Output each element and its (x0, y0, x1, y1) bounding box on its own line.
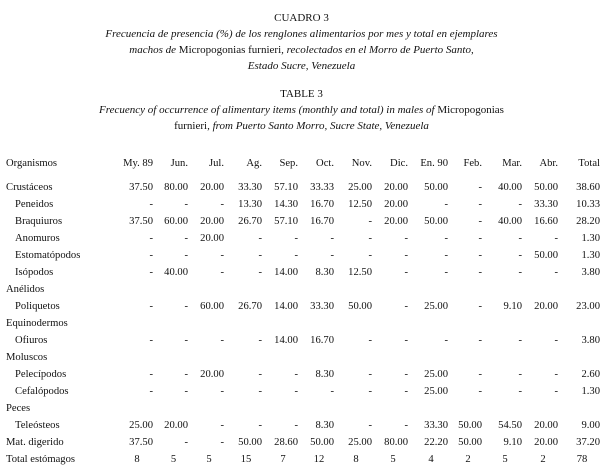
table-cell: - (554, 233, 558, 244)
table-cell: 57.10 (274, 216, 298, 227)
table-cell (525, 400, 561, 417)
table-cell: 20.00 (534, 437, 558, 448)
table-cell: - (258, 233, 262, 244)
table-cell (265, 315, 301, 332)
caption-en-line-1: Frecuency of occurrence of alimentary items (monthly and total) in males of Micropogonias (99, 104, 504, 116)
table-cell (485, 349, 525, 366)
table-cell (301, 400, 337, 417)
table-cell (561, 400, 603, 417)
table-cell: - (330, 386, 334, 397)
table-cell (118, 400, 156, 417)
table-cell: - (220, 437, 224, 448)
table-cell: 4 (428, 454, 434, 465)
table-cell: 10.33 (576, 199, 600, 210)
table-cell: - (258, 369, 262, 380)
table-cell (118, 315, 156, 332)
table-header-row (6, 155, 603, 179)
table-cell: - (518, 335, 522, 346)
table-cell (485, 315, 525, 332)
table-cell (265, 400, 301, 417)
table-cell: 1.30 (581, 233, 600, 244)
table-cell (375, 349, 411, 366)
table-cell: - (478, 250, 482, 261)
table-cell: 2 (540, 454, 546, 465)
table-cell: - (518, 369, 522, 380)
caption-en-line-2: furnieri, from Puerto Santo Morro, Sucre State, Venezuela (174, 120, 429, 132)
table-cell (485, 400, 525, 417)
table-cell: - (258, 335, 262, 346)
table-row (6, 281, 603, 298)
table-cell: 25.00 (424, 301, 448, 312)
table-cell: 80.00 (164, 182, 188, 193)
table-cell: - (444, 233, 448, 244)
table-cell: - (149, 335, 153, 346)
row-label-group: Moluscos (6, 352, 48, 363)
table-cell: 33.30 (534, 199, 558, 210)
table-cell: 8.30 (315, 267, 334, 278)
table-cell: 3.80 (581, 267, 600, 278)
table-cell (451, 349, 485, 366)
table-cell: 54.50 (498, 420, 522, 431)
table-cell: - (368, 369, 372, 380)
column-header-organismos: Organismos (6, 158, 58, 169)
table-row (6, 383, 603, 400)
table-cell (411, 315, 451, 332)
table-row (6, 213, 603, 230)
table-cell: 33.30 (424, 420, 448, 431)
table-cell: - (184, 199, 188, 210)
table-cell: 60.00 (200, 301, 224, 312)
table-cell: - (404, 233, 408, 244)
table-cell: - (330, 233, 334, 244)
table-cell: 25.00 (424, 386, 448, 397)
table-cell: - (220, 267, 224, 278)
table-row (6, 264, 603, 281)
table-cell: - (554, 267, 558, 278)
table-cell: 9.00 (581, 420, 600, 431)
table-cell: 33.30 (238, 182, 262, 193)
table-cell (375, 315, 411, 332)
table-cell: - (518, 233, 522, 244)
table-cell: - (149, 199, 153, 210)
table-cell: 37.50 (129, 216, 153, 227)
table-cell: - (368, 216, 372, 227)
table-cell: 7 (280, 454, 286, 465)
table-cell: 14.00 (274, 267, 298, 278)
table-cell: 20.00 (534, 301, 558, 312)
table-cell: 5 (170, 454, 177, 465)
table-cell: 50.00 (424, 182, 448, 193)
table-cell: - (518, 386, 522, 397)
table-cell: 50.00 (458, 420, 482, 431)
table-cell: - (258, 420, 262, 431)
table-cell (301, 315, 337, 332)
table-cell: - (404, 301, 408, 312)
column-header: Oct. (316, 158, 334, 169)
table-cell: - (220, 250, 224, 261)
table-cell: 5 (390, 454, 396, 465)
column-header: Abr. (539, 158, 558, 169)
table-cell: - (184, 437, 188, 448)
table-cell: - (294, 369, 298, 380)
table-cell: 20.00 (200, 369, 224, 380)
table-cell: 20.00 (384, 216, 408, 227)
table-cell: 50.00 (348, 301, 372, 312)
table-cell: 40.00 (164, 267, 188, 278)
table-cell (191, 281, 227, 298)
table-cell: - (478, 216, 482, 227)
table-cell: - (294, 386, 298, 397)
table-cell: - (404, 267, 408, 278)
table-cell: 16.60 (534, 216, 558, 227)
table-row (6, 298, 603, 315)
table-cell: - (184, 369, 188, 380)
row-label-subitem: Ofiuros (15, 335, 48, 346)
table-cell: - (184, 250, 188, 261)
table-cell: - (368, 335, 372, 346)
row-label-subitem: Teleósteos (15, 420, 60, 431)
table-cell: 12.50 (348, 199, 372, 210)
table-cell: 16.70 (310, 199, 334, 210)
table-cell: 28.20 (576, 216, 600, 227)
table-cell (118, 281, 156, 298)
table-row (6, 451, 603, 468)
caption-es-line-3: Estado Sucre, Venezuela (247, 60, 356, 72)
table-cell: - (184, 335, 188, 346)
table-cell: 8.30 (315, 369, 334, 380)
table-cell: - (220, 420, 224, 431)
table-cell: 26.70 (238, 216, 262, 227)
table-cell: - (444, 199, 448, 210)
table-cell: - (149, 301, 153, 312)
table-row (6, 349, 603, 366)
table-cell: - (368, 420, 372, 431)
table-cell: 26.70 (238, 301, 262, 312)
table-cell (451, 315, 485, 332)
table-cell: 57.10 (274, 182, 298, 193)
table-cell: - (149, 250, 153, 261)
table-cell: 14.00 (274, 335, 298, 346)
table-cell: - (258, 250, 262, 261)
table-cell: 20.00 (200, 233, 224, 244)
table-cell (191, 400, 227, 417)
table-cell (375, 281, 411, 298)
table-cell (451, 400, 485, 417)
table-cell: - (478, 301, 482, 312)
table-cell: 22.20 (424, 437, 448, 448)
table-cell (485, 281, 525, 298)
table-cell (191, 315, 227, 332)
table-cell: 15 (240, 454, 252, 465)
table-cell (227, 400, 265, 417)
table-cell: - (149, 233, 153, 244)
table-cell (561, 315, 603, 332)
table-cell: - (518, 199, 522, 210)
table-cell (301, 349, 337, 366)
row-label-subitem: Braquiuros (15, 216, 63, 227)
table-cell: 28.60 (274, 437, 298, 448)
table-cell: - (149, 369, 153, 380)
table-cell (156, 349, 191, 366)
column-header: Sep. (279, 158, 298, 169)
caption-en-title: TABLE 3 (280, 88, 323, 100)
table-cell: 50.00 (238, 437, 262, 448)
food-frequency-table (6, 155, 603, 468)
table-cell (525, 315, 561, 332)
table-cell: 13.30 (238, 199, 262, 210)
caption-es-line-2: machos de Micropogonias furnieri, recolectados en el Morro de Puerto Santo, (129, 44, 474, 56)
table-cell: 14.00 (274, 301, 298, 312)
table-cell: 5 (502, 454, 508, 465)
table-cell: 12.50 (348, 267, 372, 278)
table-cell (118, 349, 156, 366)
row-label-subitem: Peneidos (15, 199, 54, 210)
table-cell: 50.00 (534, 182, 558, 193)
table-cell (337, 281, 375, 298)
caption-es-line-1: Frecuencia de presencia (%) de los renglones alimentarios por mes y total en ejemplares (105, 28, 498, 40)
table-cell: - (478, 369, 482, 380)
table-cell: 33.30 (310, 301, 334, 312)
row-label-subitem: Poliquetos (15, 301, 60, 312)
table-cell (301, 281, 337, 298)
row-label-group: Peces (6, 403, 31, 414)
table-cell: 12 (313, 454, 325, 465)
table-cell: 2 (465, 454, 471, 465)
table-cell: - (554, 335, 558, 346)
table-cell (375, 400, 411, 417)
table-cell: 25.00 (129, 420, 153, 431)
table-cell: 8 (353, 454, 359, 465)
table-cell: - (220, 335, 224, 346)
table-row (6, 196, 603, 213)
table-cell: - (404, 250, 408, 261)
table-cell (337, 315, 375, 332)
table-cell: - (149, 267, 153, 278)
table-cell: - (184, 301, 188, 312)
table-cell: 5 (206, 454, 212, 465)
table-row (6, 179, 603, 196)
table-cell: - (404, 335, 408, 346)
column-header: Mar. (502, 158, 522, 169)
row-label-group: Crustáceos (6, 182, 53, 193)
table-cell: 14.30 (274, 199, 298, 210)
table-cell: - (368, 250, 372, 261)
table-row (6, 247, 603, 264)
column-header: Dic. (390, 158, 408, 169)
table-cell: - (554, 386, 558, 397)
table-cell (337, 349, 375, 366)
table-cell (227, 349, 265, 366)
table-cell: - (444, 250, 448, 261)
table-cell: - (184, 233, 188, 244)
table-cell (411, 281, 451, 298)
table-cell: 20.00 (200, 216, 224, 227)
table-cell: - (444, 335, 448, 346)
table-cell: - (220, 386, 224, 397)
table-cell: - (294, 250, 298, 261)
table-cell: - (149, 386, 153, 397)
table-cell: 20.00 (164, 420, 188, 431)
table-cell: 1.30 (581, 250, 600, 261)
table-cell: - (404, 420, 408, 431)
table-cell: 20.00 (200, 182, 224, 193)
table-cell: 40.00 (498, 216, 522, 227)
column-header: Ag. (246, 158, 262, 169)
table-cell: - (404, 369, 408, 380)
table-row (6, 400, 603, 417)
column-header: Jul. (208, 158, 224, 169)
table-cell (561, 349, 603, 366)
table-cell: 38.60 (576, 182, 600, 193)
table-cell (227, 281, 265, 298)
table-cell: - (220, 199, 224, 210)
row-label-subitem: Estomatópodos (15, 250, 81, 261)
table-cell: 9.10 (503, 301, 522, 312)
table-cell: - (258, 267, 262, 278)
table-cell: - (478, 267, 482, 278)
caption-es-title: CUADRO 3 (274, 12, 329, 24)
table-row (6, 230, 603, 247)
table-cell: 60.00 (164, 216, 188, 227)
table-cell (265, 349, 301, 366)
table-cell (337, 400, 375, 417)
table-cell: 8.30 (315, 420, 334, 431)
table-row (6, 417, 603, 434)
table-cell: 33.33 (310, 182, 334, 193)
table-cell (156, 400, 191, 417)
column-header: En. 90 (420, 158, 448, 169)
table-cell (191, 349, 227, 366)
table-cell: - (478, 386, 482, 397)
table-cell (227, 315, 265, 332)
table-cell (156, 281, 191, 298)
table-cell: 9.10 (503, 437, 522, 448)
table-cell (265, 281, 301, 298)
table-cell: 20.00 (384, 182, 408, 193)
column-header: Jun. (170, 158, 188, 169)
row-label-group: Mat. digerido (6, 437, 64, 448)
table-cell: - (404, 386, 408, 397)
table-cell: 37.50 (129, 182, 153, 193)
column-header: My. 89 (123, 158, 153, 169)
table-cell: 16.70 (310, 216, 334, 227)
table-cell: 40.00 (498, 182, 522, 193)
table-cell: - (478, 199, 482, 210)
table-cell: - (368, 386, 372, 397)
table-cell: - (554, 369, 558, 380)
table-row (6, 332, 603, 349)
table-cell: 3.80 (581, 335, 600, 346)
table-cell: - (478, 182, 482, 193)
table-cell: 37.50 (129, 437, 153, 448)
table-cell: 8 (134, 454, 140, 465)
row-label-group: Total estómagos (6, 454, 75, 465)
table-cell: - (294, 233, 298, 244)
column-header: Feb. (463, 158, 482, 169)
table-cell: 50.00 (424, 216, 448, 227)
table-cell (411, 400, 451, 417)
table-cell: - (518, 267, 522, 278)
table-cell: 50.00 (534, 250, 558, 261)
row-label-subitem: Pelecípodos (15, 369, 67, 380)
column-header: Total (578, 158, 600, 169)
table-row (6, 434, 603, 451)
table-cell: 37.20 (576, 437, 600, 448)
table-cell: 25.00 (348, 182, 372, 193)
table-cell: 1.30 (581, 386, 600, 397)
table-cell (156, 315, 191, 332)
table-cell: 25.00 (348, 437, 372, 448)
table-cell: - (478, 233, 482, 244)
table-row (6, 366, 603, 383)
table-cell: 16.70 (310, 335, 334, 346)
table-cell: - (184, 386, 188, 397)
table-cell: 2.60 (581, 369, 600, 380)
table-cell: 20.00 (534, 420, 558, 431)
table-cell: - (294, 420, 298, 431)
table-cell (451, 281, 485, 298)
table-cell: 80.00 (384, 437, 408, 448)
table-cell: - (518, 250, 522, 261)
table-cell (525, 349, 561, 366)
table-cell (411, 349, 451, 366)
table-cell: - (258, 386, 262, 397)
row-label-group: Equinodermos (6, 318, 68, 329)
row-label-group: Anélidos (6, 284, 45, 295)
table-cell: 23.00 (576, 301, 600, 312)
row-label-subitem: Isópodos (15, 267, 54, 278)
table-cell: 50.00 (310, 437, 334, 448)
table-cell: - (478, 335, 482, 346)
row-label-subitem: Cefalópodos (15, 386, 69, 397)
row-label-subitem: Anomuros (15, 233, 60, 244)
table-cell: - (368, 233, 372, 244)
table-cell (561, 281, 603, 298)
table-cell: 78 (576, 454, 588, 465)
table-cell: - (330, 250, 334, 261)
table-cell (525, 281, 561, 298)
column-header: Nov. (351, 158, 372, 169)
table-cell: 20.00 (384, 199, 408, 210)
table-row (6, 315, 603, 332)
table-cell: - (444, 267, 448, 278)
table-cell: 50.00 (458, 437, 482, 448)
table-cell: 25.00 (424, 369, 448, 380)
